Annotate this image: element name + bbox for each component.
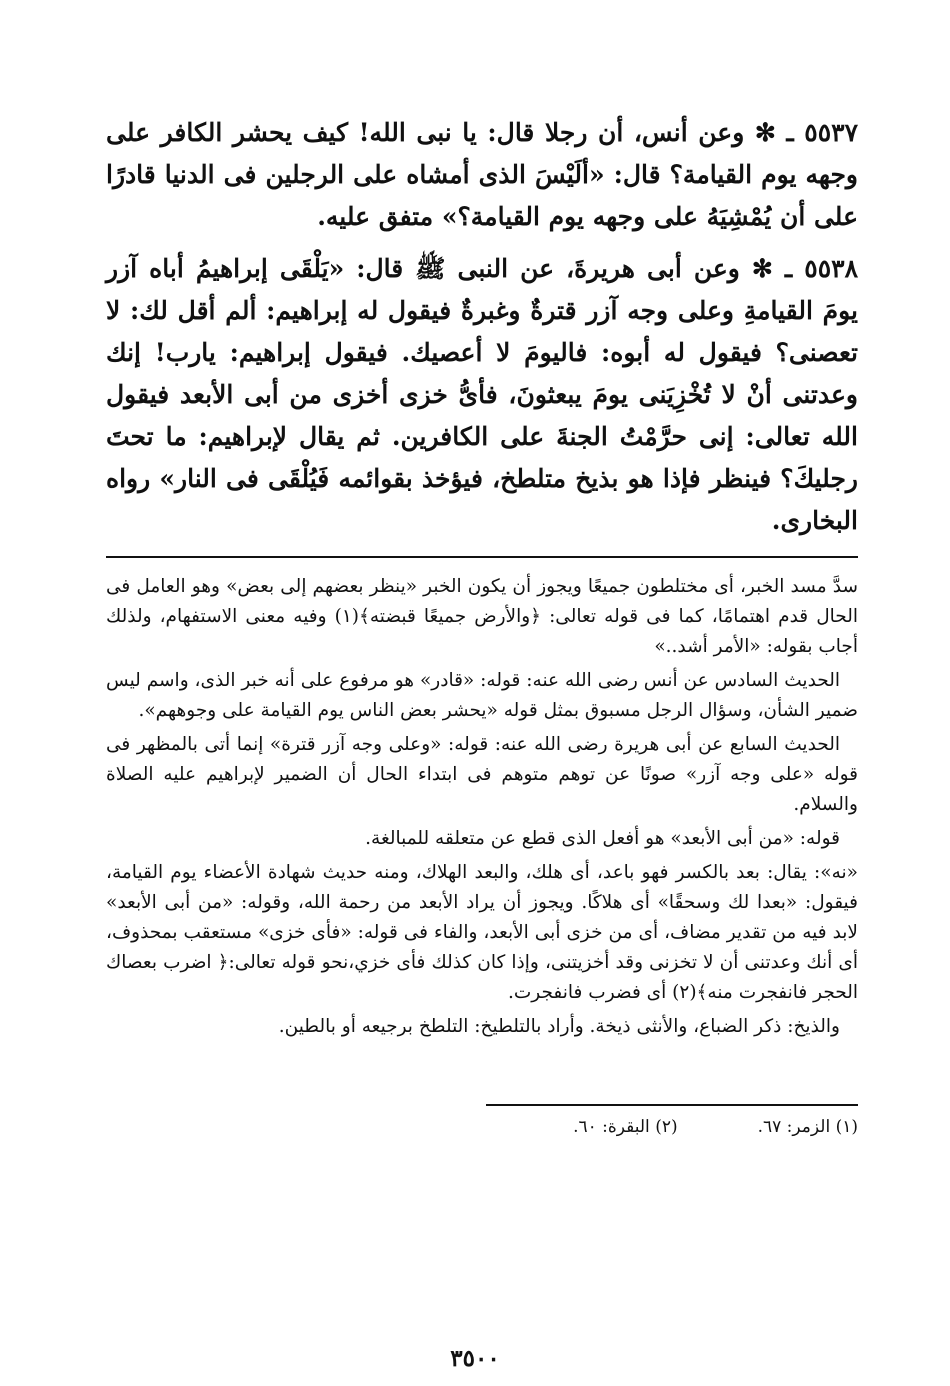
main-text — [106, 112, 858, 542]
commentary-paragraph: الحديث السابع عن أبى هريرة رضى الله عنه: قوله: «وعلى وجه آزر قترة» إنما أتى بالمظهر فى قوله «على وجه آزر» صونًا عن توهم متوهم فى ابتداء الحال أن الضمير لإبراهيم عليه الصلاة والسلام. — [106, 734, 858, 815]
footnote-1: (١) الزمر: ٦٧. — [757, 1117, 858, 1137]
footnote-divider — [486, 1104, 858, 1106]
footnote-2: (٢) البقرة: ٦٠. — [573, 1117, 678, 1137]
footnotes — [106, 1116, 858, 1138]
commentary-paragraph: «نه»: يقال: بعد بالكسر فهو باعد، أى هلك، والبعد الهلاك، ومنه حديث شهادة الأعضاء يوم القيامة، فيقول: «بعدا لك وسحقًا» أى هلاكًا. ويجوز أن يراد الأبعد من رحمة الله، وقوله: «من أبى الأبعد» لابد فيه من تقدير مضاف، أى من خزى أبى الأبعد، والفاء فى قوله: «فأى خزى» مستعقب بمحذوف، أى أنك وعدتنى أن لا تخزنى وقد أخزيتنى، وإذا كان كذلك فأى خزي،نحو قوله تعالى:﴿ اضرب بعصاك الحجر فانفجرت منه﴾(٢) أى فضرب فانفجرت. — [106, 862, 858, 1003]
commentary-paragraph: الحديث السادس عن أنس رضى الله عنه: قوله: «قادر» هو مرفوع على أنه خبر الذى، واسم ليس ضمير الشأن، وسؤال الرجل مسبوق بمثل قوله «يحشر بعض الناس يوم القيامة على وجوههم». — [106, 670, 858, 721]
commentary-paragraph: سدَّ مسد الخبر، أى مختلطون جميعًا ويجوز أن يكون الخبر «ينظر بعضهم إلى بعض» وهو العامل فى الحال قدم اهتمامًا، كما فى قوله تعالى: ﴿والأرض جميعًا قبضته﴾(١) وفيه معنى الاستفهام، ولذلك أجاب بقوله: «الأمر أشد..» — [106, 576, 858, 657]
hadith-5538: ٥٥٣٨ ـ ✻ وعن أبى هريرةَ، عن النبى ﷺ قال: «يَلْقَى إبراهيمُ أباه آزر يومَ القيامةِ وعلى وجه آزر قترةٌ وغبرةٌ فيقول له إبراهيم: ألم أقل لك: لا تعصنى؟ فيقول له أبوه: فاليومَ لا أعصيك. فيقول إبراهيم: يارب! إنك وعدتنى أنْ لا تُخْزِيَنى يومَ يبعثونَ، فأىُّ خزى أخزى من أبى الأبعد فيقول الله تعالى: إنى حرَّمْتُ الجنةَ على الكافرين. ثم يقال لإبراهيم: ما تحتَ رجليكَ؟ فينظر فإذا هو بذيخ متلطخ، فيؤخذ بقوائمه فَيُلْقَى فى النار» رواه البخارى. — [106, 254, 858, 535]
commentary-paragraph: قوله: «من أبى الأبعد» هو أفعل الذى قطع عن متعلقه للمبالغة. — [365, 828, 840, 849]
main-divider — [106, 556, 858, 558]
commentary-paragraph: والذيخ: ذكر الضباع، والأنثى ذيخة. وأراد بالتلطيخ: التلطخ برجيعه أو بالطين. — [278, 1016, 840, 1037]
commentary — [106, 572, 858, 1042]
hadith-5537: ٥٥٣٧ ـ ✻ وعن أنس، أن رجلا قال: يا نبى الله! كيف يحشر الكافر على وجهه يوم القيامة؟ قال: «ألَيْسَ الذى أمشاه على الرجلين فى الدنيا قادرًا على أن يُمْشِيَهُ على وجهه يوم القيامة؟» متفق عليه. — [106, 118, 858, 231]
page-number: ٣٥٠٠ — [450, 1345, 500, 1372]
